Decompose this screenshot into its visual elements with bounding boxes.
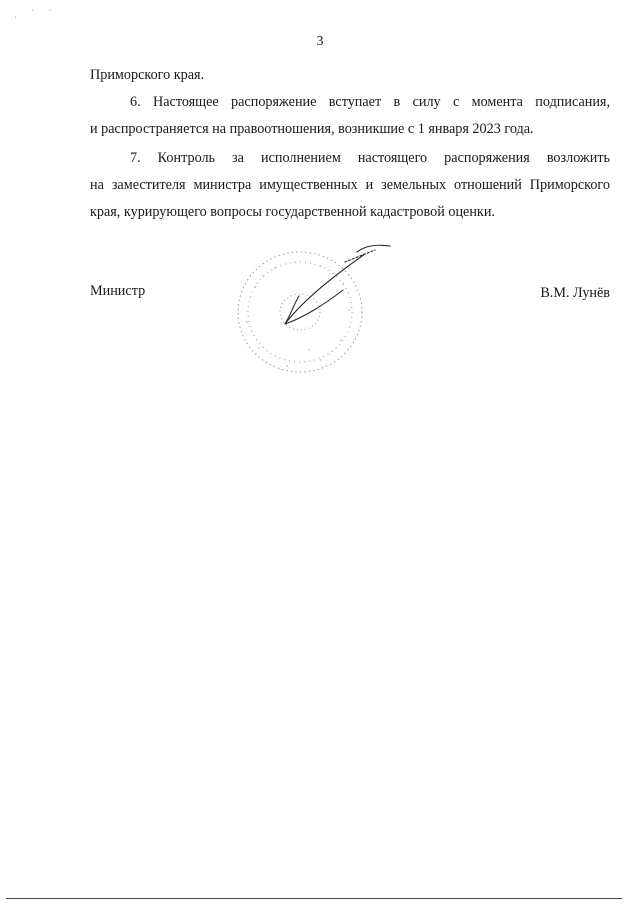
signatory-name: В.М. Лунёв [540, 285, 610, 301]
handwritten-signature [285, 245, 390, 324]
scan-bottom-edge [6, 898, 622, 899]
scan-corner-marks: ˌ ˈ ˈ [14, 8, 58, 18]
seal-speckle [246, 265, 350, 367]
page-number: 3 [316, 34, 324, 49]
signatory-title: Министр [90, 283, 146, 299]
item-6-line-2: и распространяется на правоотношения, возникшие с 1 января 2023 года. [90, 121, 534, 137]
official-seal-stamp [225, 232, 405, 382]
item-7-line-1: 7. Контроль за исполнением настоящего распоряжения возложить [130, 150, 610, 166]
paragraph-item-6 [90, 89, 610, 143]
item-7-line-3: края, курирующего вопросы государственной кадастровой оценки. [90, 204, 495, 220]
continuation-line: Приморского края. [90, 67, 205, 83]
paragraph-item-7 [90, 145, 610, 226]
paragraph-continuation [90, 62, 610, 89]
item-6-line-1: 6. Настоящее распоряжение вступает в силу с момента подписания, [130, 94, 610, 110]
item-7-line-2: на заместителя министра имущественных и земельных отношений Приморского [90, 177, 610, 193]
